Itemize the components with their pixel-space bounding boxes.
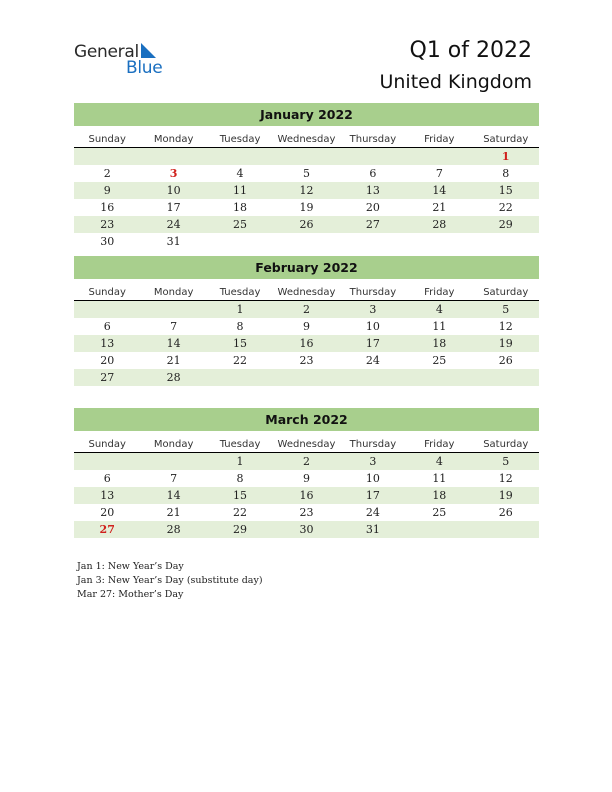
- holiday-note: Jan 3: New Year’s Day (substitute day): [77, 575, 263, 586]
- day-cell: 21: [432, 201, 447, 214]
- week-row: [74, 504, 539, 521]
- day-cell: 7: [170, 472, 178, 485]
- day-cell: 16: [299, 337, 314, 350]
- day-cell: 27: [99, 523, 115, 536]
- week-row: [74, 335, 539, 352]
- day-cell: 28: [166, 371, 181, 384]
- day-cell: 5: [502, 455, 510, 468]
- empty-day-cell: [140, 301, 206, 318]
- weekday-label: Thursday: [349, 134, 397, 145]
- day-cell: 23: [299, 354, 314, 367]
- day-cell: 9: [103, 184, 111, 197]
- day-cell: 4: [236, 167, 244, 180]
- day-cell: 16: [100, 201, 115, 214]
- weekday-label: Thursday: [349, 439, 397, 450]
- day-cell: 20: [365, 201, 380, 214]
- day-cell: 4: [435, 303, 443, 316]
- week-row: [74, 453, 539, 470]
- empty-day-cell: [74, 148, 140, 165]
- empty-day-cell: [74, 301, 140, 318]
- week-row: [74, 521, 539, 538]
- day-cell: 15: [233, 489, 248, 502]
- day-cell: 2: [302, 455, 310, 468]
- day-cell: 21: [166, 506, 181, 519]
- weekday-header-row: [74, 433, 539, 452]
- country-name: United Kingdom: [379, 71, 532, 93]
- day-cell: 17: [166, 201, 181, 214]
- week-row: [74, 487, 539, 504]
- day-cell: 31: [365, 523, 380, 536]
- week-row: [74, 216, 539, 233]
- day-cell: 8: [502, 167, 510, 180]
- day-cell: 17: [365, 337, 380, 350]
- day-cell: 11: [432, 472, 447, 485]
- day-cell: 12: [498, 472, 513, 485]
- day-cell: 3: [369, 303, 377, 316]
- day-cell: 12: [299, 184, 314, 197]
- day-cell: 24: [166, 218, 181, 231]
- day-cell: 24: [365, 354, 380, 367]
- empty-day-cell: [273, 233, 339, 250]
- weekday-header-row: [74, 281, 539, 300]
- empty-day-cell: [406, 521, 472, 538]
- empty-day-cell: [207, 233, 273, 250]
- day-cell: 7: [435, 167, 443, 180]
- weekday-label: Sunday: [88, 439, 126, 450]
- day-cell: 1: [501, 150, 510, 163]
- day-cell: 19: [498, 337, 513, 350]
- day-cell: 6: [103, 320, 111, 333]
- weekday-label: Tuesday: [219, 287, 261, 298]
- empty-day-cell: [406, 148, 472, 165]
- empty-day-cell: [273, 369, 339, 386]
- day-cell: 20: [100, 506, 115, 519]
- week-row: [74, 352, 539, 369]
- day-cell: 26: [299, 218, 314, 231]
- weekday-label: Friday: [424, 287, 455, 298]
- day-cell: 1: [236, 455, 244, 468]
- day-cell: 26: [498, 506, 513, 519]
- holiday-notes: [77, 560, 263, 602]
- logo: [74, 42, 174, 78]
- day-cell: 22: [498, 201, 513, 214]
- month-block: [74, 103, 539, 250]
- holiday-note: Jan 1: New Year’s Day: [77, 561, 184, 572]
- day-cell: 2: [103, 167, 111, 180]
- weekday-label: Saturday: [483, 134, 529, 145]
- day-cell: 11: [432, 320, 447, 333]
- day-cell: 10: [365, 320, 380, 333]
- day-cell: 5: [502, 303, 510, 316]
- day-cell: 6: [369, 167, 377, 180]
- weekday-label: Thursday: [349, 287, 397, 298]
- day-cell: 13: [100, 337, 115, 350]
- day-cell: 25: [432, 506, 447, 519]
- day-cell: 25: [432, 354, 447, 367]
- month-title: March 2022: [74, 408, 539, 431]
- day-cell: 27: [100, 371, 115, 384]
- day-cell: 25: [233, 218, 248, 231]
- month-title: February 2022: [74, 256, 539, 279]
- day-cell: 18: [432, 337, 447, 350]
- week-row: [74, 301, 539, 318]
- weekday-label: Friday: [424, 439, 455, 450]
- week-row: [74, 148, 539, 165]
- week-row: [74, 470, 539, 487]
- day-cell: 23: [100, 218, 115, 231]
- day-cell: 10: [365, 472, 380, 485]
- day-cell: 23: [299, 506, 314, 519]
- holiday-note: Mar 27: Mother’s Day: [77, 589, 184, 600]
- day-cell: 13: [365, 184, 380, 197]
- week-row: [74, 233, 539, 250]
- logo-word-general: General: [74, 42, 139, 62]
- day-cell: 15: [233, 337, 248, 350]
- empty-day-cell: [340, 148, 406, 165]
- day-cell: 8: [236, 472, 244, 485]
- day-cell: 28: [432, 218, 447, 231]
- weekday-label: Wednesday: [277, 439, 336, 450]
- day-cell: 29: [498, 218, 513, 231]
- day-cell: 20: [100, 354, 115, 367]
- month-title: January 2022: [74, 103, 539, 126]
- empty-day-cell: [406, 369, 472, 386]
- empty-day-cell: [473, 521, 539, 538]
- weekday-header-row: [74, 128, 539, 147]
- weekday-label: Tuesday: [219, 439, 261, 450]
- day-cell: 31: [166, 235, 181, 248]
- day-cell: 8: [236, 320, 244, 333]
- weekday-label: Friday: [424, 134, 455, 145]
- weekday-label: Wednesday: [277, 287, 336, 298]
- empty-day-cell: [340, 369, 406, 386]
- weekday-label: Sunday: [88, 287, 126, 298]
- weekday-label: Wednesday: [277, 134, 336, 145]
- day-cell: 5: [302, 167, 310, 180]
- day-cell: 29: [233, 523, 248, 536]
- month-block: [74, 256, 539, 386]
- day-cell: 9: [302, 320, 310, 333]
- weekday-label: Monday: [153, 134, 194, 145]
- empty-day-cell: [473, 233, 539, 250]
- empty-day-cell: [140, 148, 206, 165]
- empty-day-cell: [473, 369, 539, 386]
- weekday-label: Tuesday: [219, 134, 261, 145]
- day-cell: 18: [233, 201, 248, 214]
- day-cell: 19: [498, 489, 513, 502]
- day-cell: 2: [302, 303, 310, 316]
- empty-day-cell: [207, 369, 273, 386]
- day-cell: 26: [498, 354, 513, 367]
- day-cell: 27: [365, 218, 380, 231]
- weekday-label: Sunday: [88, 134, 126, 145]
- empty-day-cell: [207, 148, 273, 165]
- empty-day-cell: [140, 453, 206, 470]
- empty-day-cell: [406, 233, 472, 250]
- day-cell: 14: [432, 184, 447, 197]
- empty-day-cell: [74, 453, 140, 470]
- day-cell: 17: [365, 489, 380, 502]
- day-cell: 19: [299, 201, 314, 214]
- day-cell: 18: [432, 489, 447, 502]
- day-cell: 7: [170, 320, 178, 333]
- day-cell: 9: [302, 472, 310, 485]
- week-row: [74, 182, 539, 199]
- day-cell: 14: [166, 489, 181, 502]
- weekday-label: Saturday: [483, 287, 529, 298]
- day-cell: 11: [233, 184, 248, 197]
- weekday-label: Monday: [153, 287, 194, 298]
- weekday-label: Saturday: [483, 439, 529, 450]
- day-cell: 14: [166, 337, 181, 350]
- day-cell: 21: [166, 354, 181, 367]
- day-cell: 13: [100, 489, 115, 502]
- day-cell: 30: [299, 523, 314, 536]
- logo-triangle-icon: [141, 43, 157, 59]
- day-cell: 15: [498, 184, 513, 197]
- week-row: [74, 369, 539, 386]
- day-cell: 30: [100, 235, 115, 248]
- day-cell: 24: [365, 506, 380, 519]
- day-cell: 16: [299, 489, 314, 502]
- day-cell: 1: [236, 303, 244, 316]
- page-title: Q1 of 2022: [409, 38, 532, 63]
- day-cell: 10: [166, 184, 181, 197]
- week-row: [74, 318, 539, 335]
- day-cell: 22: [233, 506, 248, 519]
- week-row: [74, 165, 539, 182]
- weekday-label: Monday: [153, 439, 194, 450]
- month-block: [74, 408, 539, 538]
- day-cell: 3: [169, 167, 178, 180]
- day-cell: 4: [435, 455, 443, 468]
- empty-day-cell: [340, 233, 406, 250]
- day-cell: 22: [233, 354, 248, 367]
- week-row: [74, 199, 539, 216]
- day-cell: 28: [166, 523, 181, 536]
- day-cell: 12: [498, 320, 513, 333]
- day-cell: 3: [369, 455, 377, 468]
- logo-word-blue: Blue: [126, 58, 163, 78]
- day-cell: 6: [103, 472, 111, 485]
- empty-day-cell: [273, 148, 339, 165]
